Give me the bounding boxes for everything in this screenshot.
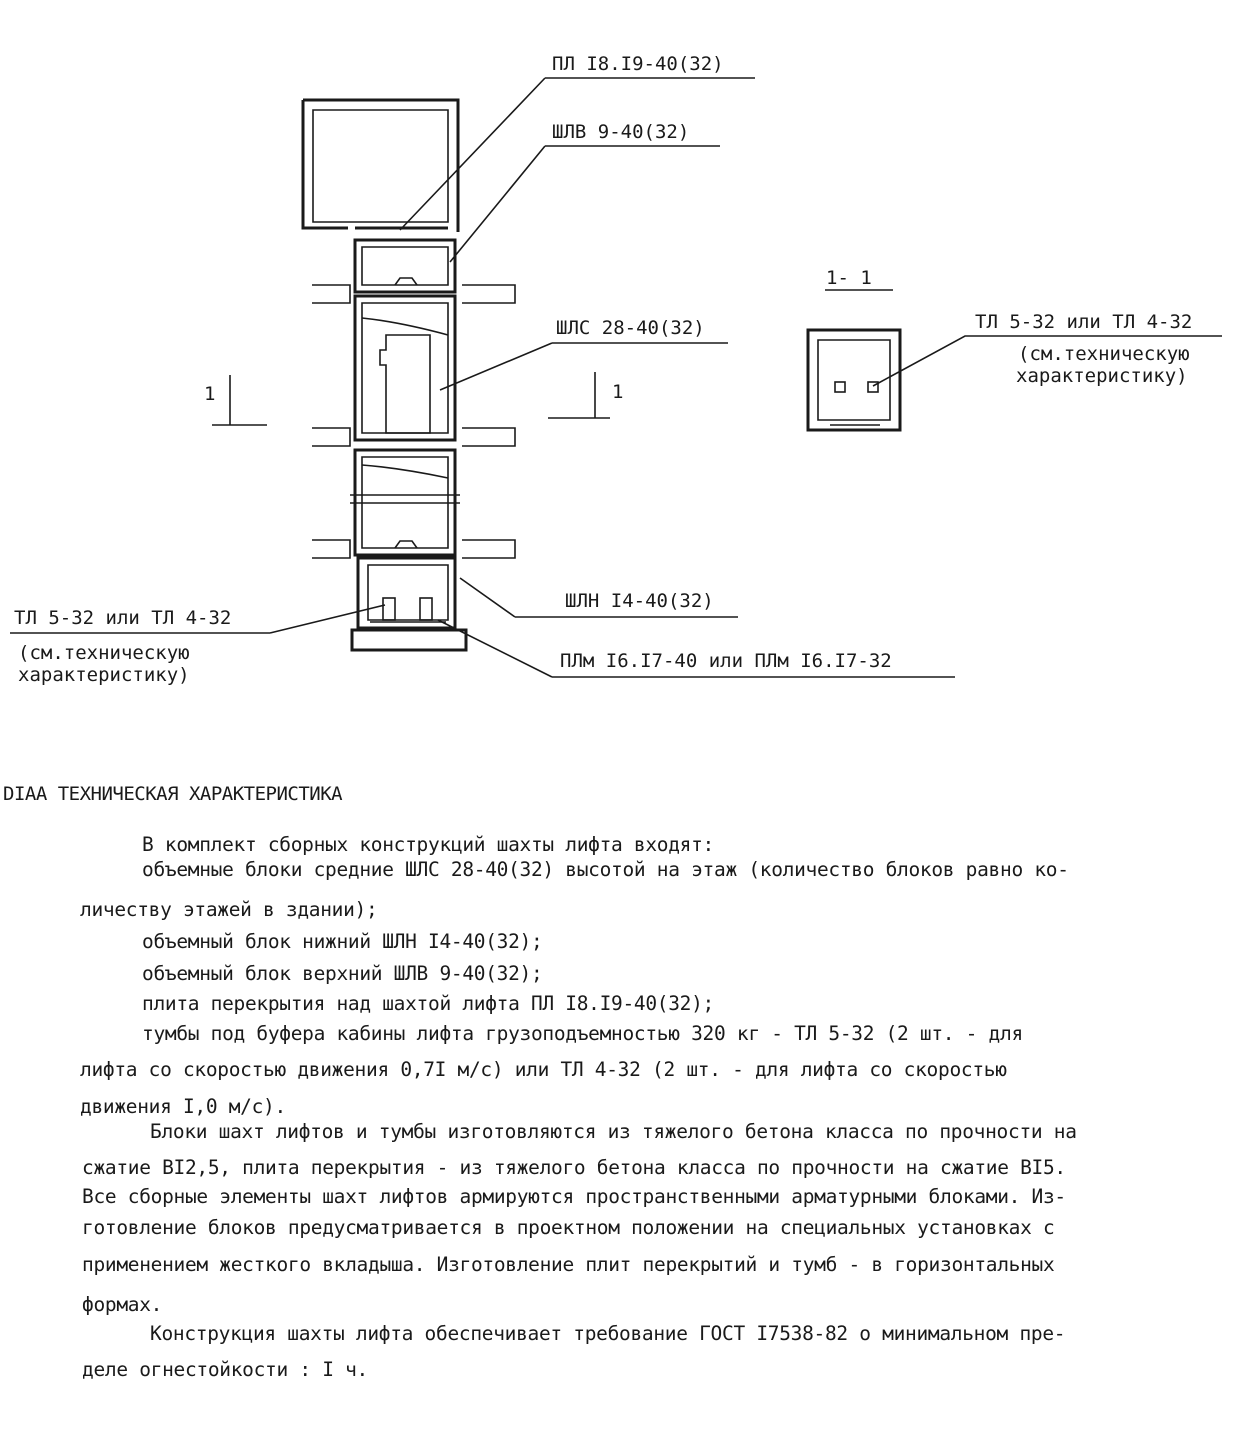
upper-block (355, 240, 455, 292)
text-line: формах. (82, 1293, 163, 1316)
text-line: В комплект сборных конструкций шахты лифта входят: (142, 833, 715, 856)
text-line: готовление блоков предусматривается в проектном положении на специальных установках с (82, 1216, 1055, 1239)
text-line: применением жесткого вкладыша. Изготовление плит перекрытий и тумб - в горизонтальных (82, 1253, 1055, 1276)
label-shls: ШЛС 28-40(32) (556, 317, 705, 339)
text-line: Конструкция шахты лифта обеспечивает требование ГОСТ I7538-82 о минимальном пре- (150, 1322, 1066, 1345)
label-pl: ПЛ I8.I9-40(32) (552, 53, 724, 75)
text-line: Все сборные элементы шахт лифтов армируются пространственными арматурными блоками. Из- (82, 1185, 1066, 1208)
label-tl-left: ТЛ 5-32 или ТЛ 4-32 (14, 607, 232, 629)
label-shlv: ШЛВ 9-40(32) (552, 121, 690, 143)
cut-mark-left: 1 (204, 383, 216, 405)
text-line: движения I,0 м/с). (80, 1095, 286, 1118)
text-line: тумбы под буфера кабины лифта грузоподъемностью 320 кг - ТЛ 5-32 (2 шт. - для (142, 1022, 1023, 1045)
section-title: 1- 1 (826, 267, 872, 289)
text-line: сжатие BI2,5, плита перекрытия - из тяжелого бетона класса по прочности на сжатие BI5. (82, 1156, 1066, 1179)
section-cut-marks (212, 372, 610, 425)
label-tl-right-note1: (см.техническую (1018, 343, 1190, 365)
section-heading: DIAA ТЕХНИЧЕСКАЯ ХАРАКТЕРИСТИКА (3, 783, 343, 805)
label-tl-right-note2: характеристику) (1016, 365, 1188, 387)
text-line: объемные блоки средние ШЛС 28-40(32) высотой на этаж (количество блоков равно ко- (142, 858, 1069, 881)
bottom-block (352, 558, 466, 650)
text-line: объемный блок нижний ШЛН I4-40(32); (142, 930, 543, 953)
text-line: Блоки шахт лифтов и тумбы изготовляются из тяжелого бетона класса по прочности на (150, 1120, 1077, 1143)
middle-block (355, 296, 455, 440)
text-line: личеству этажей в здании); (80, 898, 378, 921)
label-tl-left-note1: (см.техническую (18, 642, 190, 664)
top-cover-block (303, 100, 458, 232)
text-line: плита перекрытия над шахтой лифта ПЛ I8.I9-40(32); (142, 992, 715, 1015)
label-shln: ШЛН I4-40(32) (565, 590, 714, 612)
label-tl-left-note2: характеристику) (18, 664, 190, 686)
cut-mark-right: 1 (612, 381, 624, 403)
label-tl-right: ТЛ 5-32 или ТЛ 4-32 (975, 311, 1193, 333)
text-line: объемный блок верхний ШЛВ 9-40(32); (142, 962, 543, 985)
middle-block-lower (350, 450, 460, 555)
text-line: деле огнестойкости : I ч. (82, 1358, 369, 1381)
leader-lines (10, 78, 955, 677)
text-line: лифта со скоростью движения 0,7I м/с) или ТЛ 4-32 (2 шт. - для лифта со скоростью (80, 1058, 1007, 1081)
label-plm: ПЛм I6.I7-40 или ПЛм I6.I7-32 (560, 650, 892, 672)
